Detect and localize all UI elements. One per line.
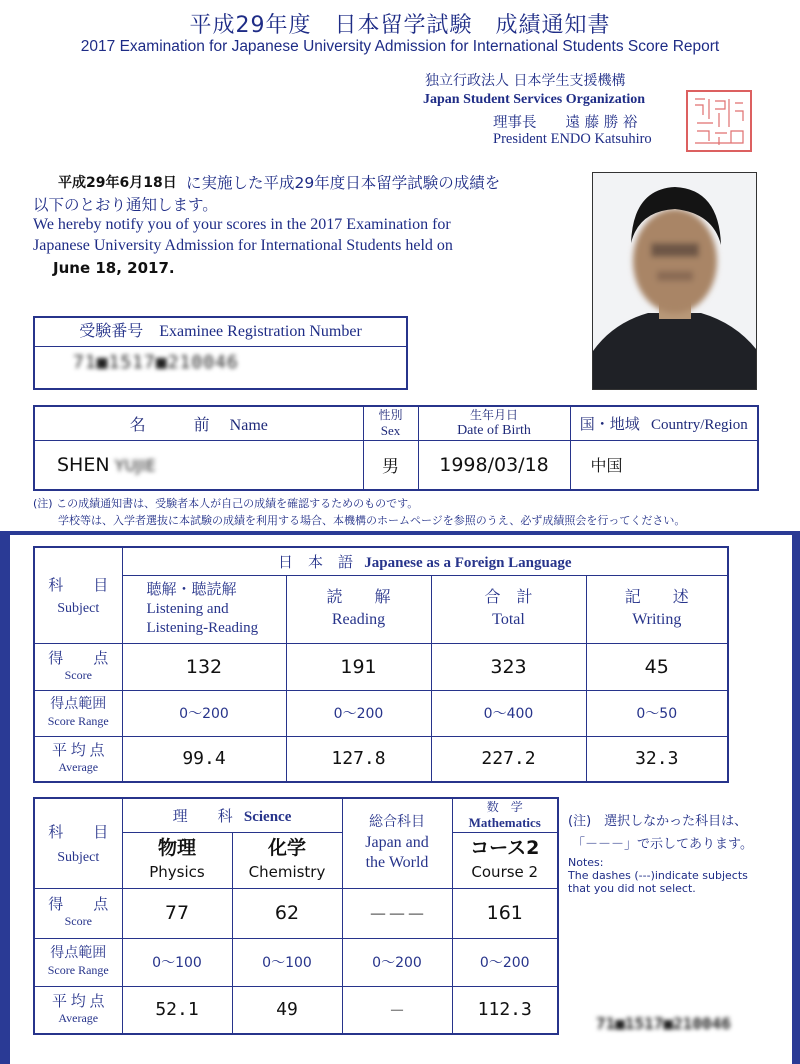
- sci-range-ja: 得点範囲: [50, 946, 107, 961]
- sci-header-en: Science: [243, 808, 292, 825]
- jp-range-en: Score Range: [47, 714, 109, 728]
- seal-pattern-icon: [689, 93, 749, 149]
- sex-header: [363, 406, 418, 440]
- range-japan-world: 0〜200: [342, 938, 452, 986]
- notice-date-ja: 平成29年6月18日: [58, 175, 177, 191]
- title-ja: 平成29年度 日本留学試験 成績通知書: [189, 13, 611, 38]
- name-label-en: Name: [229, 416, 268, 434]
- jw-header-en1: Japan and: [365, 834, 429, 852]
- name-label-ja: 名 前: [129, 416, 210, 434]
- math-header-en: Mathematics: [468, 815, 541, 831]
- dob-header: [418, 406, 570, 440]
- notice-line2-ja: 以下のとおり通知します。: [33, 196, 218, 214]
- jp-subject-en: Subject: [57, 600, 100, 616]
- avg-physics: 52.1: [122, 986, 232, 1034]
- jp-col-listening-ja: 聴解・聴読解: [146, 581, 237, 598]
- sex-label-ja: 性別: [378, 408, 403, 423]
- sci-score-en: Score: [64, 914, 92, 928]
- score-chemistry: 62: [232, 888, 342, 938]
- jp-range-total: 0〜400: [431, 690, 586, 736]
- jp-score-label: [34, 643, 122, 690]
- jp-score-reading: 191: [286, 643, 431, 690]
- jp-avg-writing: 32.3: [586, 736, 728, 782]
- footer-registration-number: 71■1517■210046: [596, 1014, 731, 1033]
- jp-col-total-en: Total: [492, 611, 525, 628]
- dob-label-en: Date of Birth: [457, 423, 531, 439]
- science-score-table: [33, 797, 559, 1035]
- jp-range-reading: 0〜200: [286, 690, 431, 736]
- president-en: President ENDO Katsuhiro: [493, 131, 652, 147]
- side-note-ja1: (注) 選択しなかった科目は、: [568, 814, 748, 829]
- president-ja: 理事長 遠 藤 勝 裕: [493, 115, 638, 131]
- jp-score-en: Score: [64, 667, 92, 682]
- jp-range-writing: 0〜50: [586, 690, 728, 736]
- jp-subject-label: [34, 547, 122, 643]
- side-note-en-head: Notes:: [568, 856, 604, 869]
- notice-date-en: June 18, 2017.: [53, 259, 175, 277]
- name-value: [34, 440, 363, 490]
- math-course-ja: コース2: [470, 837, 540, 859]
- jp-avg-total: 227.2: [431, 736, 586, 782]
- chemistry-header: [232, 832, 342, 888]
- sci-avg-en: Average: [58, 1010, 99, 1025]
- jp-header: [122, 547, 728, 575]
- range-physics: 0〜100: [122, 938, 232, 986]
- notice-line2-en: Japanese University Admission for International Students held on: [33, 237, 453, 254]
- chemistry-ja: 化学: [267, 837, 306, 859]
- side-note-en1: The dashes (---)indicate subjects: [568, 869, 748, 882]
- registration-label: 受験番号 Examinee Registration Number: [35, 318, 406, 347]
- range-math: 0〜200: [452, 938, 558, 986]
- math-header-ja: 数 学: [486, 800, 523, 815]
- jp-col-reading-ja: 読 解: [326, 589, 391, 606]
- jp-avg-listening: 99.4: [122, 736, 286, 782]
- jp-score-total: 323: [431, 643, 586, 690]
- sci-avg-label: [34, 986, 122, 1034]
- official-seal: [686, 90, 752, 152]
- avg-math: 112.3: [452, 986, 558, 1034]
- avg-chemistry: 49: [232, 986, 342, 1034]
- sex-value: 男: [363, 440, 418, 490]
- jp-col-writing-ja: 記 述: [624, 589, 689, 606]
- jp-avg-reading: 127.8: [286, 736, 431, 782]
- country-label-ja: 国・地域: [579, 416, 640, 433]
- japanese-score-table: [33, 546, 729, 783]
- jp-header-en: Japanese as a Foreign Language: [364, 554, 572, 571]
- sci-header-ja: 理 科: [172, 808, 233, 825]
- jp-header-ja: 日 本 語: [278, 554, 354, 571]
- notice-line1-ja: に実施した平成29年度日本留学試験の成績を: [186, 174, 501, 192]
- chemistry-en: Chemistry: [248, 863, 326, 881]
- sci-score-ja: 得 点: [48, 897, 109, 913]
- dob-label-ja: 生年月日: [469, 408, 518, 423]
- registration-number: 71■1517■210046: [73, 352, 239, 373]
- country-header: [570, 406, 758, 440]
- jp-col-total: [431, 575, 586, 643]
- jp-col-writing-en: Writing: [632, 611, 682, 628]
- notice-line1-en: We hereby notify you of your scores in the 2017 Examination for: [33, 216, 451, 233]
- org-ja: 独立行政法人 日本学生支援機構: [425, 73, 626, 89]
- math-course-header: [452, 832, 558, 888]
- jp-col-reading: [286, 575, 431, 643]
- person-photo-icon: [593, 173, 756, 389]
- range-chemistry: 0〜100: [232, 938, 342, 986]
- sex-label-en: Sex: [380, 423, 401, 439]
- jp-col-total-ja: 合 計: [484, 589, 533, 606]
- jp-range-ja: 得点範囲: [50, 697, 107, 712]
- country-value: 中国: [570, 440, 758, 490]
- jp-col-listening-en2: Listening-Reading: [146, 619, 259, 636]
- jp-range-listening: 0〜200: [122, 690, 286, 736]
- jp-avg-ja: 平 均 点: [51, 742, 105, 759]
- dob-value: 1998/03/18: [418, 440, 570, 490]
- sci-avg-ja: 平 均 点: [51, 993, 105, 1010]
- jp-score-ja: 得 点: [48, 650, 109, 667]
- math-course-en: Course 2: [471, 863, 539, 881]
- math-header: [452, 798, 558, 832]
- sci-header: [122, 798, 342, 832]
- physics-header: [122, 832, 232, 888]
- side-note-ja2: 「－－－」で示してあります。: [572, 837, 753, 852]
- country-label-en: Country/Region: [651, 416, 748, 433]
- jp-col-writing: [586, 575, 728, 643]
- registration-box: [33, 316, 408, 390]
- score-physics: 77: [122, 888, 232, 938]
- jw-header-en2: the World: [365, 854, 429, 872]
- avg-japan-world: －: [342, 986, 452, 1034]
- physics-ja: 物理: [157, 837, 196, 859]
- jp-range-label: [34, 690, 122, 736]
- jp-score-listening: 132: [122, 643, 286, 690]
- sci-subject-en: Subject: [57, 849, 100, 865]
- score-math: 161: [452, 888, 558, 938]
- sci-score-label: [34, 888, 122, 938]
- note-line1: (注) この成績通知書は、受験者本人が自己の成績を確認するためのものです。: [33, 497, 419, 510]
- name-given: YUJIE: [114, 455, 156, 475]
- jp-score-writing: 45: [586, 643, 728, 690]
- jw-header: [342, 798, 452, 888]
- jp-col-listening: [122, 575, 286, 643]
- sci-range-label: [34, 938, 122, 986]
- name-surname: SHEN: [57, 453, 110, 476]
- jw-header-ja: 総合科目: [369, 815, 425, 831]
- sci-subject-ja: 科 目: [48, 824, 109, 841]
- score-japan-world: －－－: [342, 888, 452, 938]
- note-line2: 学校等は、入学者選抜に本試験の成績を利用する場合、本機構のホームページを参照のうえ、必ず成績照会を行ってください。: [58, 514, 686, 527]
- sci-subject-label: [34, 798, 122, 888]
- jp-avg-en: Average: [58, 759, 99, 774]
- jp-col-listening-en1: Listening and: [146, 600, 229, 617]
- title-en: 2017 Examination for Japanese University Admission for International Students Score Report: [80, 38, 720, 55]
- org-en: Japan Student Services Organization: [423, 92, 646, 107]
- jp-avg-label: [34, 736, 122, 782]
- personal-info-table: [33, 405, 759, 491]
- jp-subject-ja: 科 目: [48, 577, 109, 594]
- side-note: [568, 810, 768, 895]
- examinee-photo: [592, 172, 757, 390]
- sci-range-en: Score Range: [47, 963, 109, 977]
- jp-col-reading-en: Reading: [331, 611, 386, 628]
- side-note-en2: that you did not select.: [568, 882, 696, 895]
- name-header: [34, 406, 363, 440]
- physics-en: Physics: [149, 863, 205, 881]
